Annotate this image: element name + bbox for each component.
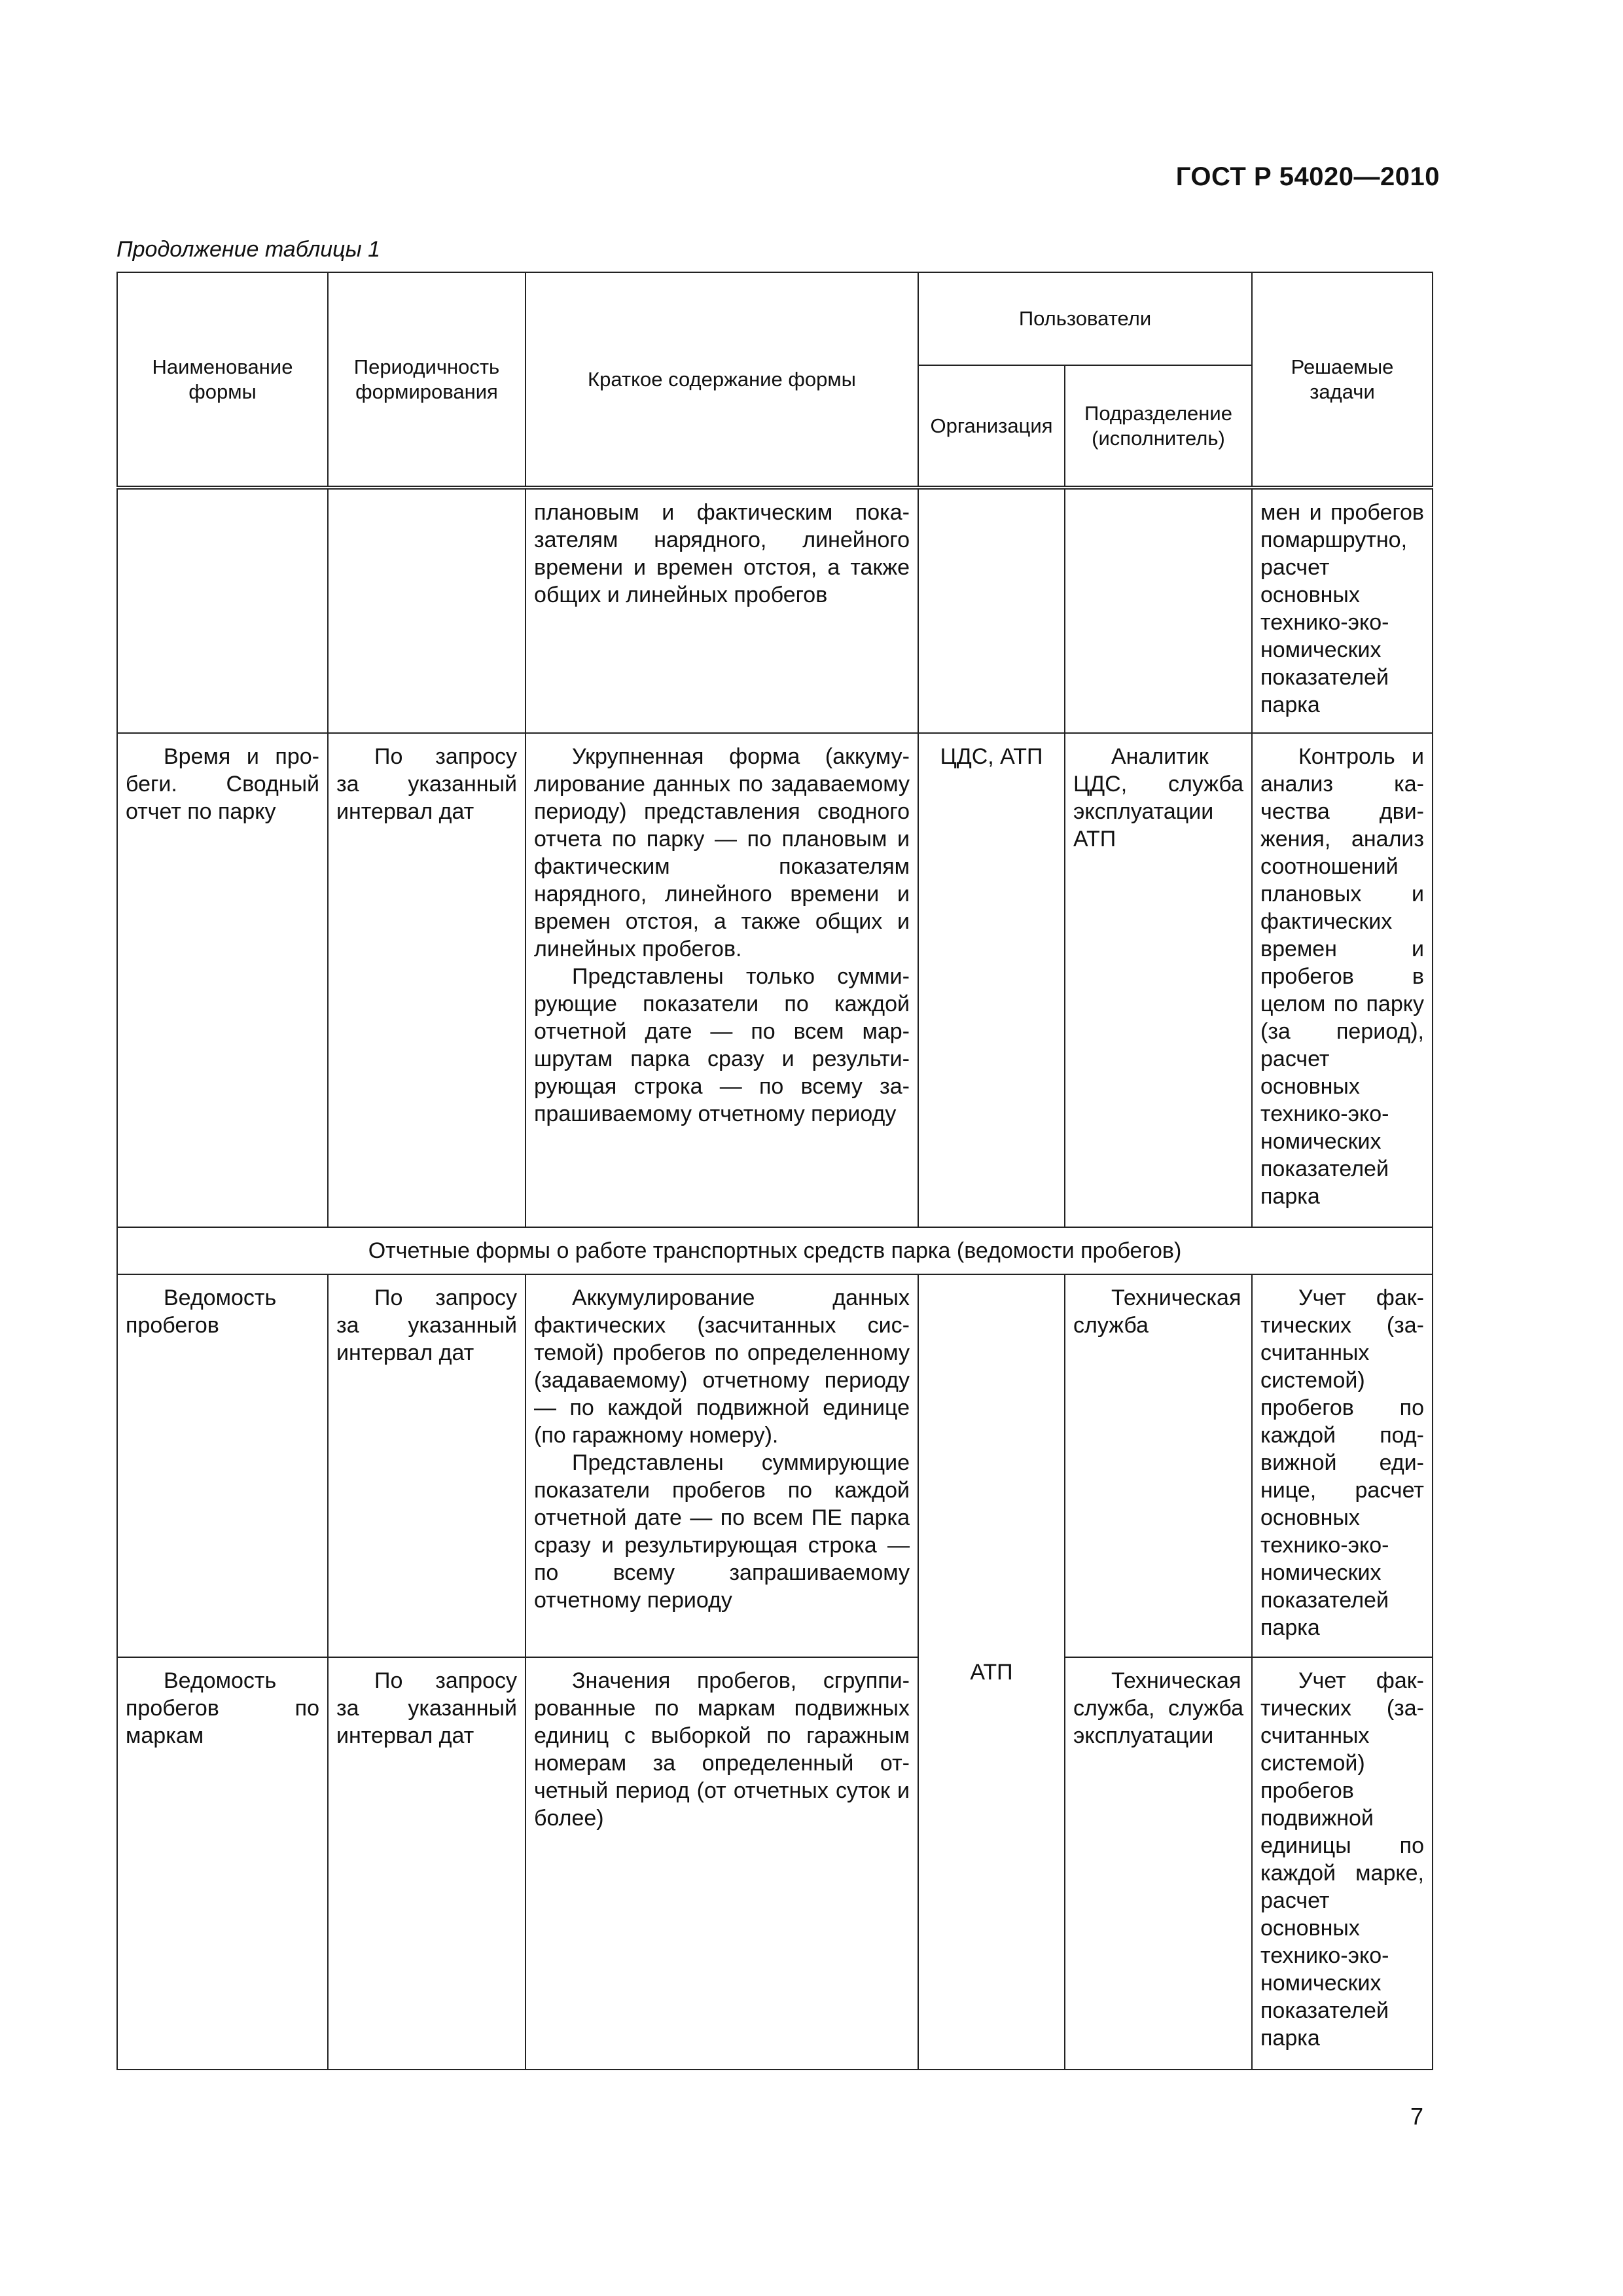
cell-tasks: Учет фактических (засчитанных системой) пробегов по каждой подвижной единице, расчет основных технико-экономических показателей парка — [1252, 1274, 1433, 1657]
cell-content — [526, 733, 918, 1227]
col-header-period: Периодичность формирования — [328, 272, 526, 488]
cell-tasks: Учет фактических (засчитанных системой) пробегов подвижной единицы по каждой марке, расчет основных технико-экономических показателей парка — [1252, 1657, 1433, 2070]
cell-form-name: Ведомость пробегов по маркам — [117, 1657, 328, 2070]
content-paragraph: Аккумулирование данных фактических (засчитанных системой) пробегов по определенному (задаваемому) отчетному периоду — по каждой подвижной единице (по гаражному номеру). — [534, 1285, 910, 1448]
content-paragraph: Укрупненная форма (аккумулирование данных по задаваемому периоду) представления сводного отчета по парку — по плановым и фактическим показателям нарядного, линейного времени и времен отстоя, а также общих и линейных пробегов. — [534, 744, 910, 961]
cell-content — [526, 1657, 918, 2070]
cell-form-name: Ведомость пробегов — [117, 1274, 328, 1657]
col-header-tasks: Решаемые задачи — [1252, 272, 1433, 488]
cell-content — [526, 488, 918, 733]
cell-period — [328, 488, 526, 733]
cell-dept: Техническая служба, служба эксплуатации — [1065, 1657, 1252, 2070]
cell-dept — [1065, 488, 1252, 733]
cell-period: По запросу за указанный интервал дат — [328, 1657, 526, 2070]
cell-org-merged: АТП — [918, 1274, 1065, 2070]
content-paragraph: Представлены только суммирующие показатели по каждой отчетной дате — по всем маршрутам парка сразу и результирующая строка — по всему запрашиваемому отчетному периоду — [534, 964, 910, 1126]
content-paragraph: Значения пробегов, сгруппированные по маркам подвижных единиц с выборкой по гаражным номерам за определенный отчетный период (от отчетных суток и более) — [534, 1668, 910, 1831]
cell-content — [526, 1274, 918, 1657]
content-paragraph: Представлены суммирующие показатели пробегов по каждой отчетной дате — по всем ПЕ парка сразу и результирующая строка — по всему запрашиваемому отчетному периоду — [534, 1450, 910, 1613]
cell-period: По запросу за указанный интервал дат — [328, 1274, 526, 1657]
cell-period: По запросу за указанный интервал дат — [328, 733, 526, 1227]
cell-form-name — [117, 488, 328, 733]
col-header-content: Краткое содержание формы — [526, 272, 918, 488]
cell-dept: Аналитик ЦДС, служба эксплуатации АТП — [1065, 733, 1252, 1227]
cell-org: ЦДС, АТП — [918, 733, 1065, 1227]
cell-org — [918, 488, 1065, 733]
table-row — [117, 733, 1433, 1227]
cell-tasks: мен и пробегов помаршрутно, расчет основных технико-экономических показателей парка — [1252, 488, 1433, 733]
col-header-dept: Подразделение (исполнитель) — [1065, 365, 1252, 488]
table-row — [117, 1657, 1433, 2070]
cell-form-name: Время и пробеги. Сводный отчет по парку — [117, 733, 328, 1227]
document-standard-number: ГОСТ Р 54020—2010 — [1175, 162, 1440, 191]
col-header-users: Пользователи — [918, 272, 1252, 365]
cell-tasks: Контроль и анализ качества движения, анализ соотношений плановых и фактических времен и пробегов в целом по парку (за период), расчет основных технико-экономических показателей парка — [1252, 733, 1433, 1227]
table-row — [117, 1274, 1433, 1657]
cell-dept: Техническая служба — [1065, 1274, 1252, 1657]
forms-table — [116, 272, 1433, 2070]
col-header-name: Наименование формы — [117, 272, 328, 488]
section-header-row — [117, 1227, 1433, 1274]
section-title: Отчетные формы о работе транспортных средств парка (ведомости пробегов) — [117, 1227, 1433, 1274]
table-row — [117, 488, 1433, 733]
content-paragraph: плановым и фактическим показателям нарядного, линейного времени и времен отстоя, а также общих и линейных пробегов — [534, 500, 910, 607]
table-caption: Продолжение таблицы 1 — [116, 237, 380, 262]
col-header-org: Организация — [918, 365, 1065, 488]
page-number: 7 — [1410, 2103, 1424, 2130]
